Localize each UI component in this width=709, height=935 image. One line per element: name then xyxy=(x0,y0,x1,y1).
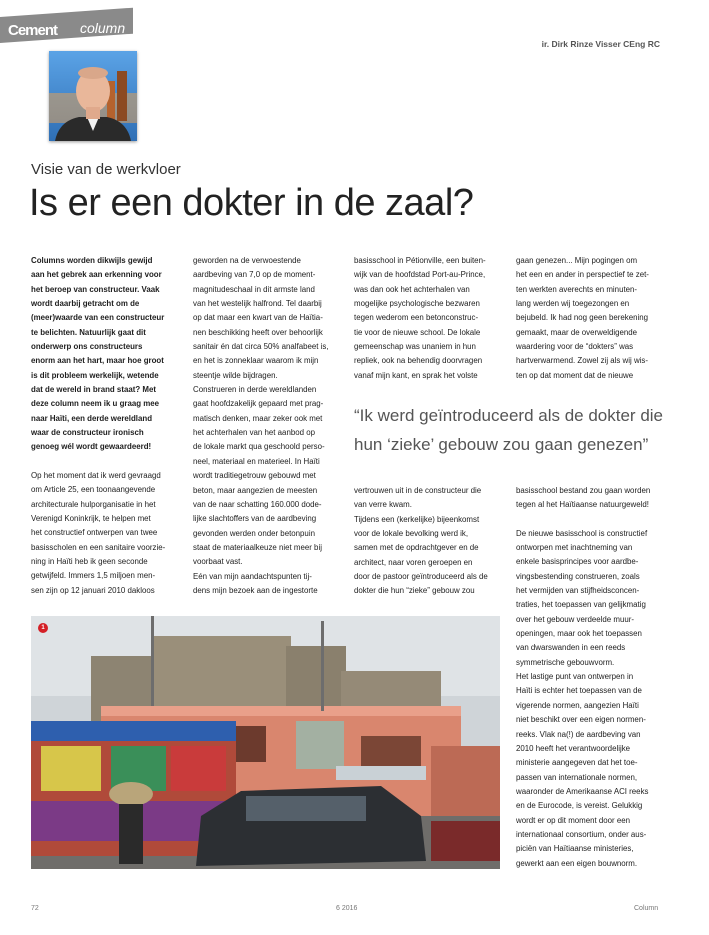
haiti-street-photo-image xyxy=(31,616,500,869)
text-line: tegen al het Haïtiaanse natuurgeweld! xyxy=(516,500,649,510)
text-line: lang werden wij toegezongen en xyxy=(516,299,630,309)
text-line: ning in Haïti heb ik geen seconde xyxy=(31,556,148,566)
text-line: De nieuwe basisschool is constructief xyxy=(516,528,648,538)
text-line: enkele basisprincipes voor aardbe- xyxy=(516,557,639,567)
text-line: magnitudeschaal in dit armste land xyxy=(193,284,315,294)
text-line: Columns worden dikwijls gewijd xyxy=(31,256,153,265)
text-line: waar de constructeur ironisch xyxy=(31,428,144,438)
text-line: wordt daarbij getracht om de xyxy=(31,299,140,309)
paragraph xyxy=(516,484,666,513)
text-line: om Article 25, een toonaangevende xyxy=(31,485,156,495)
text-line: traties, het toepassen van gelijkmatig xyxy=(516,600,646,610)
text-line: architect, naar voren geroepen en xyxy=(354,557,473,567)
text-line: wordt er op dit moment door een xyxy=(516,815,631,825)
text-line: passen van internationale normen, xyxy=(516,772,638,782)
text-line: basisschool in Pétionville, een buiten- xyxy=(354,256,486,265)
text-line: van de naar schatting 160.000 dode- xyxy=(193,499,322,509)
text-line: basisscholen en een sanitaire voorzie- xyxy=(31,542,166,552)
text-line: lijke slachtoffers van de aardbeving xyxy=(193,514,317,524)
section-label: column xyxy=(80,20,126,36)
text-line: basisschool bestand zou gaan worden xyxy=(516,486,651,495)
text-line: over het gebouw verdeelde muur- xyxy=(516,614,634,624)
text-line: voor de lokale bevolking werd ik, xyxy=(354,529,469,539)
text-line: de lokale markt qua geschoold perso- xyxy=(193,442,325,452)
text-line: wijk van de hoofdstad Port-au-Prince, xyxy=(354,270,486,280)
paragraph xyxy=(31,469,179,598)
text-line: gemaakt, maar de overweldigende xyxy=(516,327,638,337)
text-line: gewerkt aan een eigen bouwnorm. xyxy=(516,858,638,868)
text-line: op dat maar een kwart van de Haïtia- xyxy=(193,313,323,323)
text-line: en de Eurocode, is vereist. Gelukkig xyxy=(516,801,643,811)
text-line: waaronder de Amerikaanse ACI reeks xyxy=(516,786,649,796)
text-column-4 xyxy=(516,254,666,383)
text-line: door de pastoor geïntroduceerd als de xyxy=(354,572,488,582)
issue-number: 6 2016 xyxy=(336,905,358,912)
text-line: naar Haïti, een derde wereldland xyxy=(31,413,153,423)
magazine-logo: Cement xyxy=(8,22,58,39)
text-line: dens mijn bezoek aan de ingestorte xyxy=(193,585,318,595)
text-line: matisch denken, maar zeker ook met xyxy=(193,413,323,423)
text-line: repliek, ook na behendig doorvragen xyxy=(354,356,483,366)
text-line: was dan ook het achterhalen van xyxy=(354,284,470,294)
text-line: niet beschikt over een eigen normen- xyxy=(516,715,646,725)
text-line: bejubeld. Ik had nog geen berekening xyxy=(516,313,649,323)
text-line: neel, materiaal en materieel. In Haïti xyxy=(193,456,320,466)
text-line: Construeren in derde wereldlanden xyxy=(193,385,317,395)
text-line: te belichten. Natuurlijk gaat dit xyxy=(31,327,146,337)
footer-section-label: Column xyxy=(634,905,659,912)
author-name: ir. Dirk Rinze Visser CEng RC xyxy=(541,39,660,49)
text-line: (meer)waarde van een constructeur xyxy=(31,313,165,323)
paragraph xyxy=(31,254,179,455)
text-line: genoeg wél wordt gewaardeerd! xyxy=(31,442,152,452)
section-tag xyxy=(0,17,133,43)
text-line: openingen, maar ook het toepassen xyxy=(516,629,642,639)
paragraph xyxy=(516,254,666,383)
text-line: beton, maar aangezien de meesten xyxy=(193,485,318,495)
text-line: Verenigd Koninkrijk, te helpen met xyxy=(31,513,151,523)
text-line: Tijdens een (kerkelijke) bijeenkomst xyxy=(354,514,480,524)
author-portrait xyxy=(49,51,137,141)
text-column-1 xyxy=(31,254,179,598)
text-line: het vermijden van stijfheidsconcen- xyxy=(516,586,640,596)
text-line: hartverwarmend. Zowel zij als wij wis- xyxy=(516,356,648,366)
text-line: vigerende normen, aangezien Haïti xyxy=(516,700,639,710)
text-line: aan het gebrek aan erkenning voor xyxy=(31,270,162,280)
text-line: van dwarswanden in een reeds xyxy=(516,643,626,653)
text-line: het constructief ontwerpen van twee xyxy=(31,528,158,538)
text-line: dokter die hun “zieke” gebouw zou xyxy=(354,586,475,596)
text-line: geworden na de verwoestende xyxy=(193,256,301,265)
text-line: van het westelijk halfrond. Tel daarbij xyxy=(193,299,322,309)
headline: Is er een dokter in de zaal? xyxy=(29,182,474,224)
text-line: samen met de opdrachtgever en de xyxy=(354,543,479,553)
text-line: Eén van mijn aandachtspunten tij- xyxy=(193,571,312,581)
text-line: het achterhalen van het aanbod op xyxy=(193,428,315,438)
text-line: het beroep van constructeur. Vaak xyxy=(31,284,160,294)
text-line: staat de materiaalkeuze niet meer bij xyxy=(193,542,322,552)
text-line: gaat hoofdzakelijk gepaard met prag- xyxy=(193,399,324,409)
text-line: sen zijn op 12 januari 2010 dakloos xyxy=(31,585,155,595)
pull-quote: “Ik werd geïntroduceerd als de dokter die hun ‘zieke’ gebouw zou gaan genezen” xyxy=(354,406,664,454)
text-line: Haïti is echter het toepassen van de xyxy=(516,686,642,696)
text-line: nen beschikking heeft over behoorlijk xyxy=(193,327,323,337)
text-line: wordt traditiegetrouw gebouwd met xyxy=(193,471,316,481)
text-line: sanitair én dat circa 50% analfabeet is, xyxy=(193,342,329,352)
text-line: piciën van Haïtiaanse ministeries, xyxy=(516,844,634,854)
text-column-3-lower xyxy=(354,484,504,599)
haiti-street-photo xyxy=(31,616,500,869)
kicker: Visie van de werkvloer xyxy=(31,161,181,178)
text-line: getwijfeld. Immers 1,5 miljoen men- xyxy=(31,571,156,581)
text-column-4-lower xyxy=(516,484,666,871)
text-line: aardbeving van 7,0 op de moment- xyxy=(193,270,316,280)
text-line: van verre kwam. xyxy=(354,500,412,510)
text-line: waardering voor de “dokters” was xyxy=(516,342,634,352)
text-line: steentje wilde bijdragen. xyxy=(193,370,278,380)
text-line: het een en ander in perspectief te zet- xyxy=(516,270,649,280)
page-number: 72 xyxy=(31,905,39,912)
text-line: Het lastige punt van ontwerpen in xyxy=(516,672,634,682)
text-line: gevonden werden onder betonpuin xyxy=(193,528,315,538)
text-line: en het is zonneklaar waarom ik mijn xyxy=(193,356,319,366)
text-line: onderwerp ons constructeurs xyxy=(31,342,143,352)
text-line: ministerie aangegeven dat het toe- xyxy=(516,758,638,768)
text-line: is dit probleem werkelijk, wetende xyxy=(31,370,159,380)
text-line: dat de wereld in brand staat? Met xyxy=(31,385,156,395)
text-line: ontworpen met inachtneming van xyxy=(516,543,633,553)
text-column-3 xyxy=(354,254,504,383)
text-line: deze column neem ik u graag mee xyxy=(31,399,160,409)
author-portrait-image xyxy=(49,51,137,141)
text-line: voorbaat vast. xyxy=(193,557,243,567)
paragraph xyxy=(354,484,504,599)
text-line: reeks. Vlak na(!) de aardbeving van xyxy=(516,729,641,739)
paragraph xyxy=(516,527,666,871)
text-line: ten op dat moment dat de nieuwe xyxy=(516,370,634,380)
text-line: symmetrische gebouwvorm. xyxy=(516,657,615,667)
text-line: gemeenschap was unaniem in hun xyxy=(354,342,476,352)
text-line: gaan genezen... Mijn pogingen om xyxy=(516,256,638,265)
text-line: vanaf mijn kant, en sprak het volste xyxy=(354,370,478,380)
text-line: Op het moment dat ik werd gevraagd xyxy=(31,470,161,480)
photo-number-badge: 1 xyxy=(38,623,48,633)
text-line: ten werkten averechts en minuten- xyxy=(516,284,638,294)
paragraph xyxy=(193,254,343,598)
text-line: mogelijke psychologische bezwaren xyxy=(354,299,480,309)
text-line: tie voor de nieuwe school. De lokale xyxy=(354,327,481,337)
text-line: enorm aan het hart, maar hoe groot xyxy=(31,356,164,366)
text-line: internationaal consortium, onder aus- xyxy=(516,829,647,839)
text-line: vingsbestending construeren, zoals xyxy=(516,571,640,581)
text-line: architecturale hulporganisatie in het xyxy=(31,499,156,509)
paragraph xyxy=(354,254,504,383)
text-line: vertrouwen uit in de constructeur die xyxy=(354,486,482,495)
text-line: 2010 heeft het verantwoordelijke xyxy=(516,743,631,753)
text-column-2 xyxy=(193,254,343,598)
text-line: tegen wederom een betonconstruc- xyxy=(354,313,479,323)
